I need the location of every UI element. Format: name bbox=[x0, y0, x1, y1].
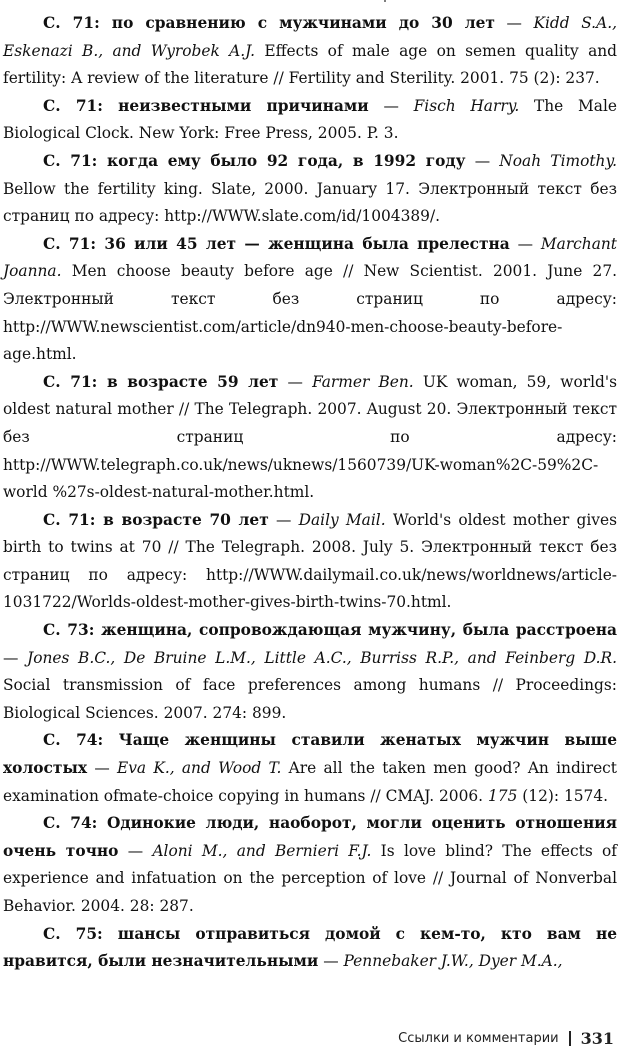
entry-dash: — bbox=[465, 151, 500, 170]
entry-text: Men choose beauty before age // New Scientist. 2001. June 27. Электронный текст без страниц по адресу: http://WWW.newscientist.com/article/dn940-men-choose-beauty-before-age.html. bbox=[3, 262, 617, 364]
entry-text: UK woman, 59, world's oldest natural mother // The Telegraph. 2007. August 20. Электронный текст без страниц по адресу: http://WWW.telegraph.co.uk/news/uknews/1560739/UK-woman%2C-59%2C-world %27s-oldest-natural-mother.html. bbox=[3, 372, 617, 502]
entry-dash: — bbox=[318, 952, 344, 971]
entry-dash: — bbox=[3, 648, 28, 667]
reference-entry bbox=[3, 231, 617, 369]
entry-author: Jones B.C., De Bruine L.M., Little A.C., Burriss R.P., and Feinberg D.R. bbox=[27, 648, 617, 667]
entry-heading: С. 75: шансы отправиться домой с кем-то, кто вам не нравится, были незначительными bbox=[3, 924, 617, 971]
entry-author: Marchant Joanna. bbox=[3, 234, 617, 281]
entry-heading: С. 73: женщина, сопровождающая мужчину, была расстроена bbox=[43, 621, 617, 640]
reference-entry bbox=[3, 148, 617, 231]
entry-author: Pennebaker J.W., Dyer M.A., bbox=[343, 952, 563, 971]
entry-author: Fisch Harry. bbox=[413, 96, 520, 115]
entry-text: Are all the taken men good? An indirect examination ofmate-choice copying in humans // CMAJ. 2006. bbox=[3, 759, 617, 805]
entry-text: Is love blind? The effects of experience and infatuation on the perception of love // Journal of Nonverbal Behavior. 2004. 28: 287. bbox=[3, 841, 617, 915]
page-number: 331 bbox=[580, 1028, 614, 1048]
entry-dash: — bbox=[494, 14, 534, 32]
entry-author: Farmer Ben. bbox=[312, 372, 414, 391]
reference-entry bbox=[3, 369, 617, 507]
running-section-title: Ссылки и комментарии bbox=[398, 1030, 559, 1046]
entry-dash: — bbox=[368, 96, 414, 115]
entry-text: Bellow the fertility king. Slate, 2000. January 17. Электронный текст без страниц по адресу: http://WWW.slate.com/id/1004389/. bbox=[3, 179, 617, 226]
entry-volume: 175 bbox=[487, 786, 518, 805]
entry-text: The Male Biological Clock. New York: Free Press, 2005. P. 3. bbox=[3, 96, 617, 143]
entry-heading: С. 74: Одинокие люди, наоборот, могли оценить отношения очень точно bbox=[3, 814, 617, 860]
entry-author: Noah Timothy. bbox=[499, 151, 617, 170]
entry-heading: С. 71: неизвестными причинами bbox=[43, 96, 369, 115]
reference-entry bbox=[3, 10, 617, 93]
entry-heading: С. 71: в возрасте 59 лет bbox=[43, 372, 279, 391]
entry-heading: С. 71: когда ему было 92 года, в 1992 году bbox=[43, 151, 466, 170]
entry-text: World's oldest mother gives birth to twins at 70 // The Telegraph. 2008. July 5. Электронный текст без страниц по адресу: http://WWW.dailymail.co.uk/news/worldnews/article-1031722/Worlds-oldest-mother-gives-birth-twins-70.html. bbox=[3, 510, 617, 612]
page-footer bbox=[398, 1027, 614, 1049]
entry-heading: С. 71: 36 или 45 лет — женщина была прелестна bbox=[43, 234, 510, 253]
print-speck bbox=[384, 0, 386, 2]
entry-dash: — bbox=[268, 510, 299, 529]
entry-text: Social transmission of face preferences among humans // Proceedings: Biological Sciences. 2007. 274: 899. bbox=[3, 676, 617, 722]
entry-text-tail: (12): 1574. bbox=[517, 786, 608, 805]
reference-entry bbox=[3, 727, 617, 810]
entry-author: Aloni M., and Bernieri F.J. bbox=[152, 841, 372, 860]
entry-dash: — bbox=[118, 841, 153, 860]
reference-entry bbox=[3, 93, 617, 148]
entry-text: Effects of male age on semen quality and fertility: A review of the literature // Fertility and Sterility. 2001. 75 (2): 237. bbox=[3, 41, 618, 88]
entry-heading: С. 71: по сравнению с мужчинами до 30 лет bbox=[43, 14, 495, 32]
reference-entry bbox=[3, 810, 617, 920]
entry-author: Kidd S.A., Eskenazi B., and Wyrobek A.J. bbox=[3, 14, 617, 60]
footer-separator bbox=[569, 1031, 571, 1046]
reference-entry bbox=[3, 617, 617, 727]
entry-dash: — bbox=[87, 759, 117, 778]
entry-dash: — bbox=[509, 234, 541, 253]
entry-dash: — bbox=[278, 372, 313, 391]
entry-heading: С. 71: в возрасте 70 лет bbox=[43, 510, 269, 529]
reference-entry bbox=[3, 921, 617, 976]
entry-heading: С. 74: Чаще женщины ставили женатых мужчин выше холостых bbox=[3, 731, 617, 778]
entry-author: Eva K., and Wood T. bbox=[116, 759, 282, 778]
entry-author: Daily Mail. bbox=[298, 510, 386, 529]
reference-entry bbox=[3, 507, 617, 617]
